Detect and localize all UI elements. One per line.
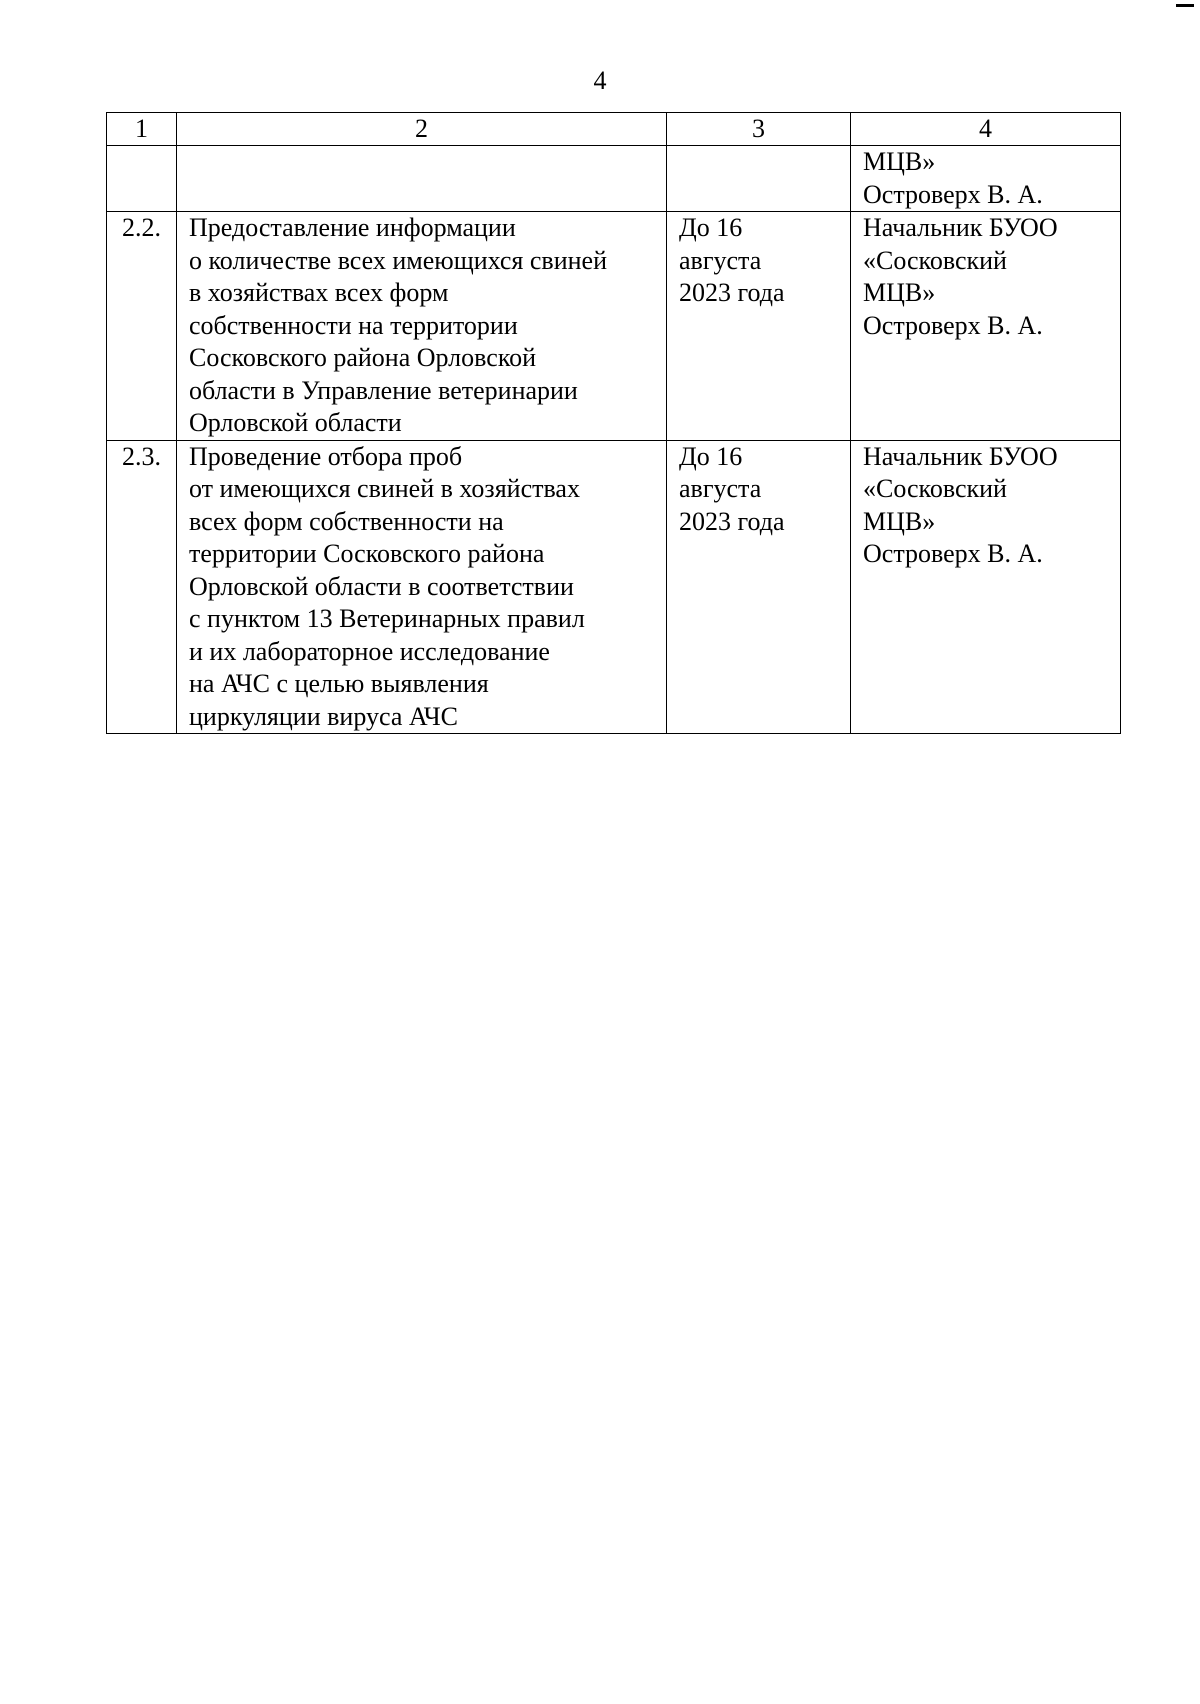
- responsible-line: Начальник БУОО: [863, 441, 1058, 471]
- deadline-line: До 16: [679, 213, 743, 242]
- table-row: [107, 440, 1121, 734]
- responsible-line: Островерх В. А.: [863, 179, 1043, 209]
- header-cell-3: 3: [667, 113, 851, 146]
- responsible-line: МЦВ»: [863, 506, 936, 536]
- responsible-line: «Сосковский: [863, 245, 1007, 275]
- description-line: собственности на территории: [189, 310, 518, 340]
- description-line: и их лабораторное исследование: [189, 636, 550, 666]
- scan-edge-mark: [1176, 4, 1194, 7]
- description-line: области в Управление ветеринарии: [189, 375, 578, 405]
- continuation-responsible-cell: [851, 146, 1121, 212]
- table-header-row: [107, 113, 1121, 146]
- row-number: 2.3.: [107, 440, 177, 734]
- description-line: территории Сосковского района: [189, 539, 545, 568]
- continuation-description-cell: [177, 146, 667, 212]
- page-number: 4: [593, 66, 607, 95]
- description-line: Проведение отбора проб: [189, 441, 463, 471]
- deadline-cell: [667, 212, 851, 441]
- deadline-line: 2023 года: [679, 506, 785, 536]
- responsible-cell: [851, 212, 1121, 441]
- description-line: Орловской области: [189, 408, 402, 437]
- continuation-deadline-cell: [667, 146, 851, 212]
- responsible-line: МЦВ»: [863, 147, 936, 176]
- row-number: 2.2.: [107, 212, 177, 441]
- table-row-continuation: [107, 146, 1121, 212]
- header-cell-1: 1: [107, 113, 177, 146]
- deadline-line: 2023 года: [679, 278, 785, 307]
- responsible-line: «Сосковский: [863, 474, 1007, 503]
- table-row: [107, 212, 1121, 441]
- deadline-line: августа: [679, 245, 762, 275]
- deadline-cell: [667, 440, 851, 734]
- deadline-line: До 16: [679, 441, 743, 471]
- deadline-line: августа: [679, 474, 762, 503]
- header-cell-4: 4: [851, 113, 1121, 146]
- description-line: от имеющихся свиней в хозяйствах: [189, 474, 580, 503]
- header-cell-2: 2: [177, 113, 667, 146]
- responsible-cell: [851, 440, 1121, 734]
- description-cell: [177, 212, 667, 441]
- description-line: с пунктом 13 Ветеринарных правил: [189, 604, 585, 633]
- description-line: Орловской области в соответствии: [189, 571, 574, 601]
- continuation-num-cell: [107, 146, 177, 212]
- description-line: на АЧС с целью выявления: [189, 669, 489, 698]
- description-line: в хозяйствах всех форм: [189, 278, 449, 307]
- responsible-line: Островерх В. А.: [863, 310, 1043, 340]
- responsible-line: Начальник БУОО: [863, 213, 1058, 242]
- description-cell: [177, 440, 667, 734]
- description-line: Предоставление информации: [189, 213, 516, 242]
- responsible-line: МЦВ»: [863, 278, 936, 307]
- description-line: циркуляции вируса АЧС: [189, 701, 458, 731]
- measures-table: [106, 112, 1121, 734]
- description-line: всех форм собственности на: [189, 506, 504, 536]
- description-line: Сосковского района Орловской: [189, 343, 537, 372]
- responsible-line: Островерх В. А.: [863, 539, 1043, 568]
- description-line: о количестве всех имеющихся свиней: [189, 245, 607, 275]
